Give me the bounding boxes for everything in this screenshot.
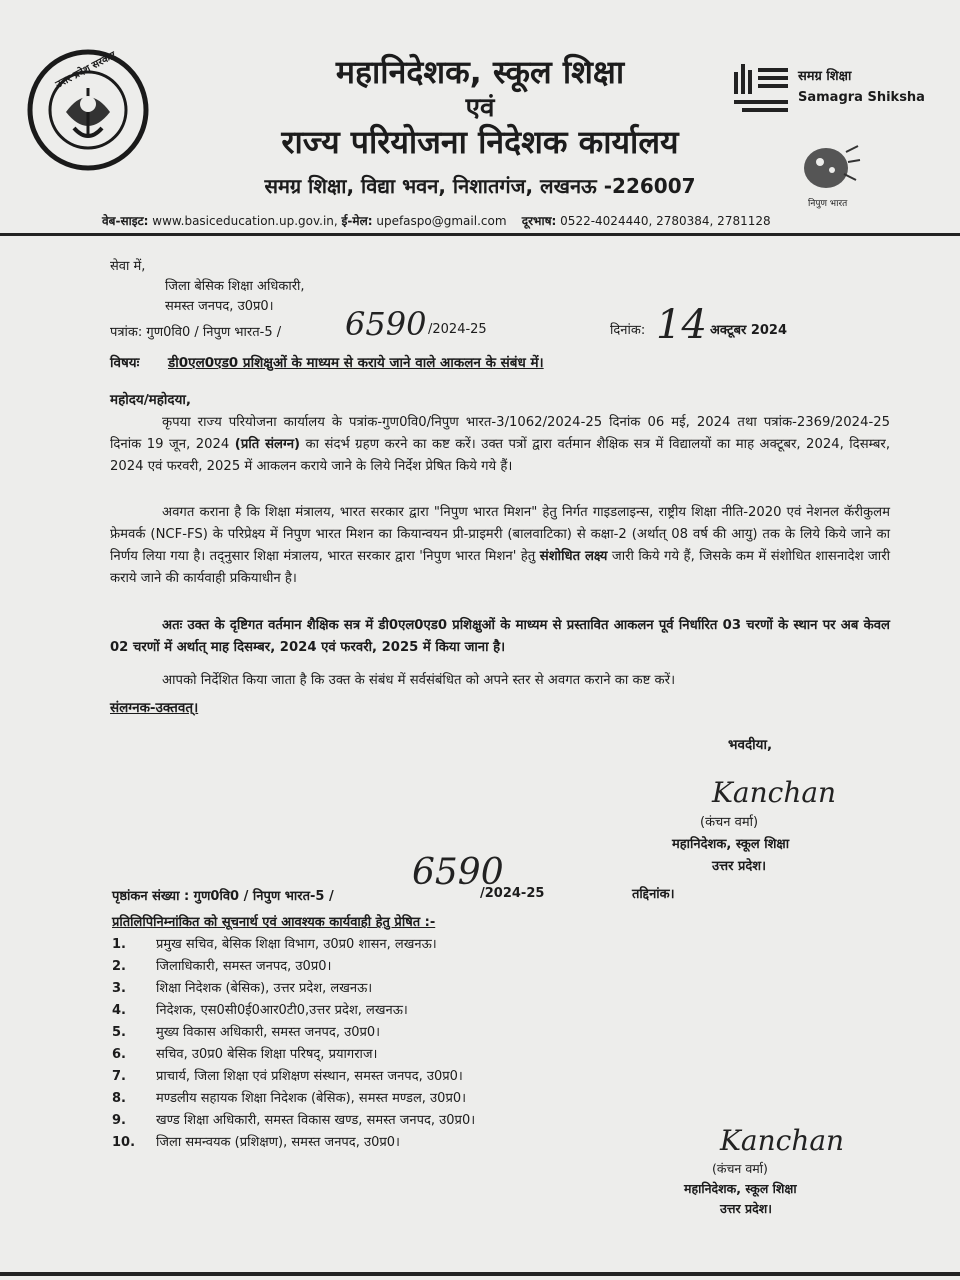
prishtankan-label: पृष्ठांकन संख्या : गुण0वि0 / निपुण भारत-5 / — [112, 889, 334, 904]
list-item-text: जिला समन्वयक (प्रशिक्षण), समस्त जनपद, उ0प्र0। — [156, 1135, 400, 1150]
website-label: वेब-साइट: — [102, 214, 149, 228]
list-item-number: 9. — [112, 1113, 126, 1128]
header-divider — [0, 233, 960, 236]
list-item — [112, 1000, 475, 1022]
tad-dinank: तद्दिनांक। — [632, 887, 675, 902]
paragraph-3: अतः उक्त के दृष्टिगत वर्तमान शैक्षिक सत्र में डी0एल0एड0 प्रशिक्षुओं के माध्यम से प्रस्तावित आकलन पूर्व निर्धारित 03 चरणों के स्थान पर अब केवल 02 चरणों में अर्थात् माह दिसम्बर, 2024 एवं फरवरी, 2025 में किया जाना है। — [110, 618, 890, 655]
subject-label: विषयः — [110, 355, 140, 371]
samagra-hindi-label: समग्र शिक्षा — [798, 69, 852, 84]
recipient-line1: जिला बेसिक शिक्षा अधिकारी, — [165, 279, 305, 294]
subject-text: डी0एल0एड0 प्रशिक्षुओं के माध्यम से कराये जाने वाले आकलन के संबंध में। — [168, 355, 544, 371]
list-item — [112, 1110, 475, 1132]
contact-line — [102, 212, 771, 229]
samagra-english-label: Samagra Shiksha — [798, 90, 925, 105]
paragraph-2 — [110, 502, 890, 590]
seal-text: उत्तर प्रदेश सरकार — [54, 49, 118, 91]
header-title-line1: महानिदेशक, स्कूल शिक्षा — [335, 53, 625, 91]
paragraph-1-text-a: कृपया राज्य परियोजना कार्यालय के पत्रांक-गुण0वि0/निपुण भारत-3/1062/2024-25 दिनांक 06 मई, 2024 तथा पत्रांक-2369/2024-25 दिनांक 19 जून, 2024 — [110, 415, 890, 452]
patrank-handwritten-number: 6590 — [345, 305, 427, 343]
sewa-mein: सेवा में, — [110, 259, 146, 274]
list-item — [112, 978, 475, 1000]
signature-2-handwritten: Kanchan — [720, 1124, 845, 1157]
paragraph-2-bold: संशोधित लक्ष्य — [539, 549, 608, 564]
paragraph-1 — [110, 412, 890, 478]
list-item-number: 1. — [112, 937, 126, 952]
date-month-year: अक्टूबर 2024 — [710, 323, 788, 338]
patrank-year: /2024-25 — [428, 322, 487, 337]
enclosure-note: संलग्नक-उक्तवत्। — [110, 700, 199, 716]
signature-1-handwritten: Kanchan — [712, 776, 837, 809]
header-title-line3: राज्य परियोजना निदेशक कार्यालय — [281, 123, 679, 161]
email-label: ई-मेल: — [341, 214, 373, 228]
list-item — [112, 934, 475, 956]
cc-heading: प्रतिलिपिनिम्नांकित को सूचनार्थ एवं आवश्यक कार्यवाही हेतु प्रेषित :- — [112, 915, 436, 930]
signatory-1-name: (कंचन वर्मा) — [700, 815, 759, 830]
email-link[interactable]: upefaspo@gmail.com — [376, 214, 507, 228]
list-item-text: मुख्य विकास अधिकारी, समस्त जनपद, उ0प्र0। — [156, 1025, 381, 1040]
list-item-number: 3. — [112, 981, 126, 996]
dinank-label: दिनांक: — [610, 323, 646, 338]
phone-number: 0522-4024440, 2780384, 2781128 — [560, 214, 771, 228]
nipun-bharat-logo-icon — [792, 140, 862, 196]
website-link[interactable]: www.basiceducation.up.gov.in, — [152, 214, 338, 228]
bhavadiya: भवदीया, — [728, 737, 773, 753]
paragraph-2-text-a: अवगत कराना है कि शिक्षा मंत्रालय, भारत सरकार द्वारा "निपुण भारत मिशन" हेतु निर्गत गाइडलाइन्स, राष्ट्रीय शिक्षा नीति-2020 एवं नेशनल कॅरीकुलम फ्रेमवर्क (NCF-FS) के परिप्रेक्ष्य में निपुण भारत मिशन का कियान्वयन प्री-प्राइमरी (बालवाटिका) से कक्षा-2 (अर्थात् 08 वर्ष की आयु) तक के लिये किये जाने का निर्णय लिया गया है। तद्नुसार शिक्षा मंत्रालय, भारत सरकार द्वारा 'निपुण भारत मिशन' हेतु — [110, 505, 890, 564]
recipient-line2: समस्त जनपद, उ0प्र0। — [165, 299, 274, 314]
list-item-text: मण्डलीय सहायक शिक्षा निदेशक (बेसिक), समस्त मण्डल, उ0प्र0। — [156, 1091, 467, 1106]
salutation: महोदय/महोदया, — [110, 392, 192, 408]
signatory-2-designation: महानिदेशक, स्कूल शिक्षा — [684, 1181, 797, 1196]
footer-border — [0, 1272, 960, 1276]
samagra-shiksha-logo-icon — [732, 60, 792, 118]
list-item-number: 4. — [112, 1003, 126, 1018]
list-item-number: 8. — [112, 1091, 126, 1106]
cc-list — [112, 934, 475, 1154]
list-item-text: प्रमुख सचिव, बेसिक शिक्षा विभाग, उ0प्र0 शासन, लखनऊ। — [156, 937, 437, 952]
list-item — [112, 1044, 475, 1066]
signatory-2-state: उत्तर प्रदेश। — [720, 1201, 772, 1216]
list-item — [112, 1022, 475, 1044]
list-item-number: 2. — [112, 959, 126, 974]
paragraph-2-text-b: जारी किये गये हैं, जिसके कम में संशोधित शासनादेश जारी कराये जाने की कार्यवाही प्रकियाधीन है। — [110, 549, 891, 586]
list-item — [112, 1132, 475, 1154]
paragraph-4: आपको निर्देशित किया जाता है कि उक्त के संबंध में सर्वसंबंधित को अपने स्तर से अवगत कराने का कष्ट करें। — [162, 673, 676, 688]
signatory-2-name: (कंचन वर्मा) — [712, 1161, 768, 1176]
list-item — [112, 1088, 475, 1110]
list-item — [112, 956, 475, 978]
list-item-number: 6. — [112, 1047, 126, 1062]
patrank-label: पत्रांक: गुण0वि0 / निपुण भारत-5 / — [110, 325, 282, 340]
header-address: समग्र शिक्षा, विद्या भवन, निशातगंज, लखनऊ -226007 — [264, 174, 696, 198]
paragraph-1-text-b: का संदर्भ ग्रहण करने का कष्ट करें। उक्त पत्रों द्वारा वर्तमान शैक्षिक सत्र में विद्यालयों का माह अक्टूबर, 2024, दिसम्बर, 2024 एवं फरवरी, 2025 में आकलन कराये जाने के लिये निर्देश प्रेषित किये गये हैं। — [110, 437, 891, 474]
list-item-number: 7. — [112, 1069, 126, 1084]
signatory-1-designation: महानिदेशक, स्कूल शिक्षा — [672, 837, 790, 852]
prishtankan-year: /2024-25 — [480, 886, 545, 901]
date-handwritten-day: 14 — [656, 302, 707, 348]
list-item-text: खण्ड शिक्षा अधिकारी, समस्त विकास खण्ड, समस्त जनपद, उ0प्र0। — [156, 1113, 476, 1128]
header-title-line2: एवं — [465, 93, 495, 123]
nipun-caption: निपुण भारत — [808, 199, 848, 209]
paragraph-1-bold: (प्रति संलग्न) — [234, 437, 301, 452]
prishtankan-handwritten-number: 6590 — [412, 852, 504, 893]
phone-label: दूरभाष: — [521, 214, 557, 228]
list-item-text: सचिव, उ0प्र0 बेसिक शिक्षा परिषद्, प्रयागराज। — [156, 1047, 378, 1062]
list-item-text: प्राचार्य, जिला शिक्षा एवं प्रशिक्षण संस्थान, समस्त जनपद, उ0प्र0। — [156, 1069, 463, 1084]
list-item-text: शिक्षा निदेशक (बेसिक), उत्तर प्रदेश, लखनऊ। — [156, 981, 373, 996]
signatory-1-state: उत्तर प्रदेश। — [712, 859, 767, 874]
list-item-number: 5. — [112, 1025, 126, 1040]
list-item-number: 10. — [112, 1135, 136, 1150]
list-item-text: निदेशक, एस0सी0ई0आर0टी0,उत्तर प्रदेश, लखनऊ। — [156, 1003, 408, 1018]
list-item — [112, 1066, 475, 1088]
list-item-text: जिलाधिकारी, समस्त जनपद, उ0प्र0। — [156, 959, 332, 974]
